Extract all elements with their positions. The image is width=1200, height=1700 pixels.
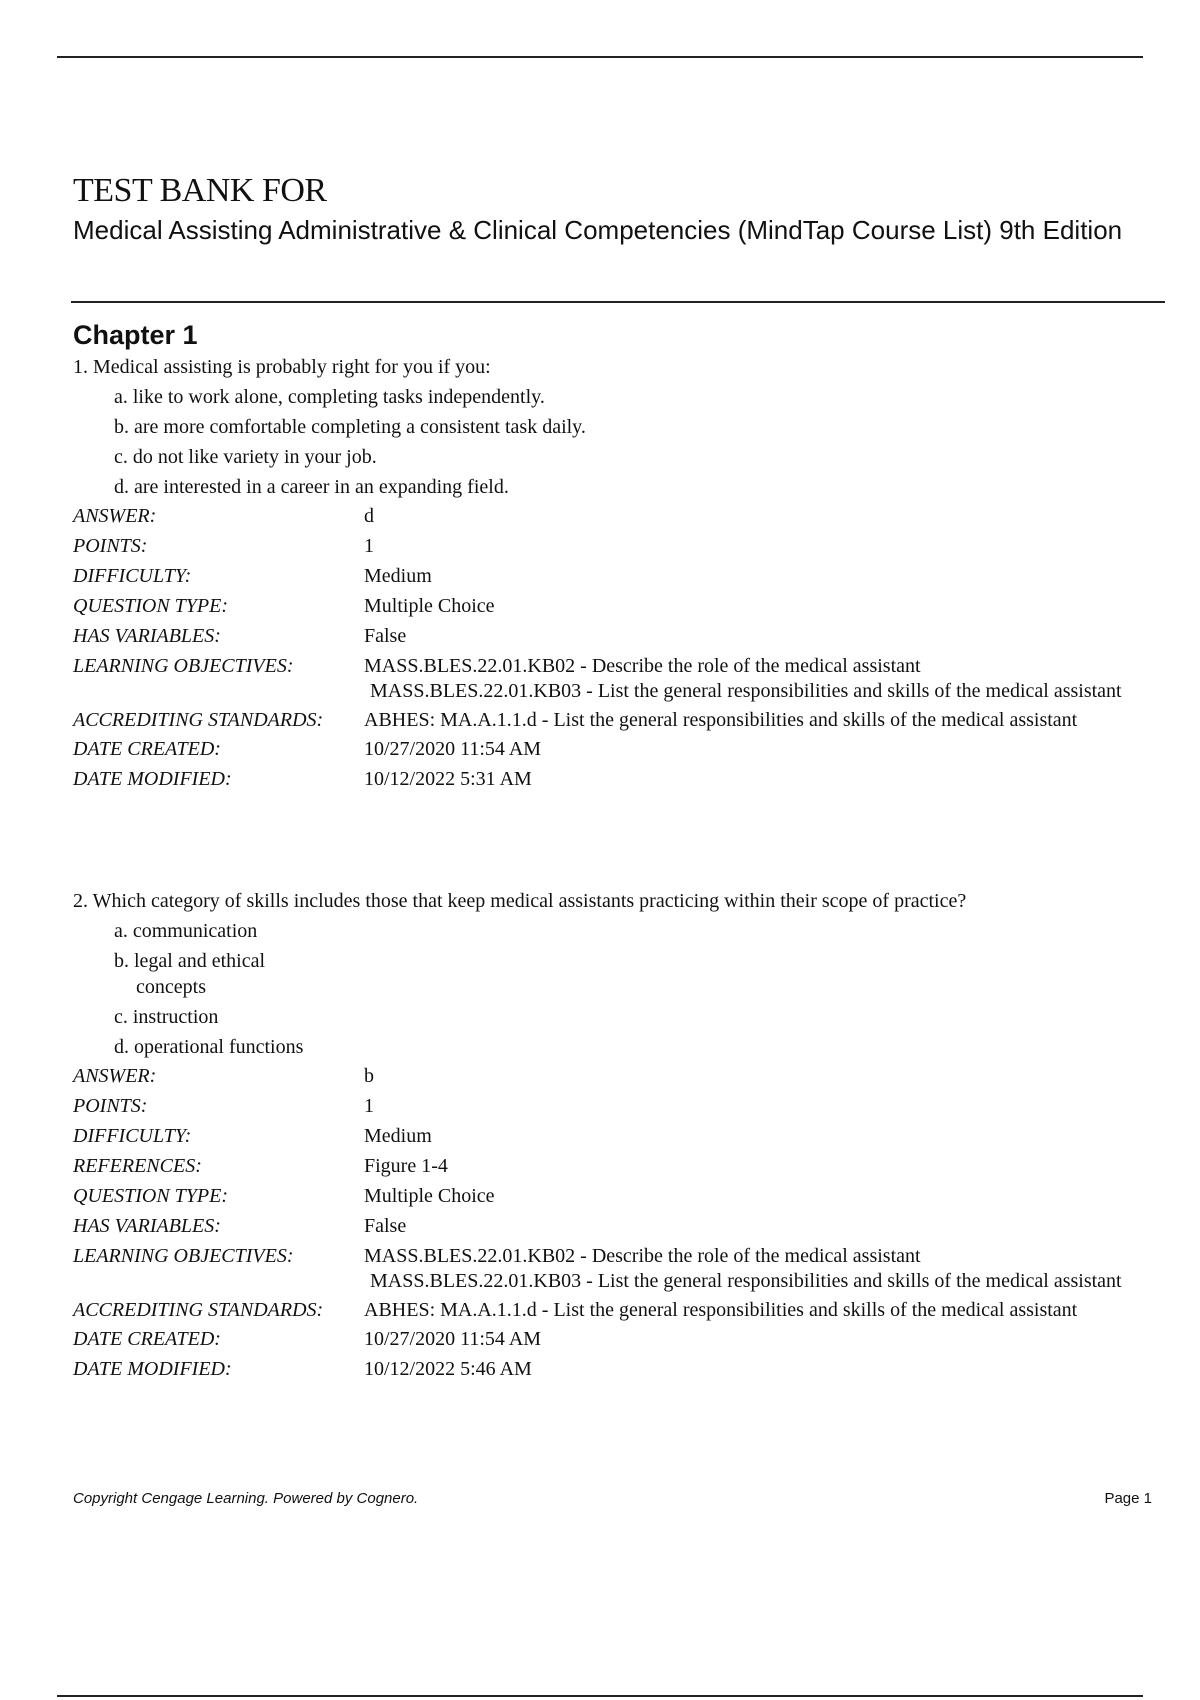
title-rule <box>71 301 1165 303</box>
meta-row-references <box>73 1154 1163 1179</box>
meta-value <box>364 1244 1163 1294</box>
meta-value: 10/12/2022 5:46 AM <box>364 1358 532 1380</box>
meta-value: Multiple Choice <box>364 595 495 617</box>
meta-value <box>364 654 1163 704</box>
meta-key: REFERENCES: <box>73 1155 202 1177</box>
option-d: d. are interested in a career in an expanding field. <box>114 476 509 498</box>
meta-value: 1 <box>364 535 374 557</box>
meta-key: POINTS: <box>73 535 148 557</box>
meta-value: 10/12/2022 5:31 AM <box>364 768 532 790</box>
meta-row-points <box>73 1094 1163 1119</box>
meta-value: Figure 1-4 <box>364 1155 448 1177</box>
meta-value: 1 <box>364 1095 374 1117</box>
document-title: TEST BANK FOR <box>73 172 327 209</box>
meta-row-question-type <box>73 1184 1163 1209</box>
meta-value: Medium <box>364 1125 432 1147</box>
option-c: c. do not like variety in your job. <box>114 446 377 468</box>
top-rule <box>57 56 1143 58</box>
objective-1: MASS.BLES.22.01.KB02 - Describe the role of the medical assistant <box>364 1245 921 1267</box>
meta-key: ANSWER: <box>73 1065 157 1087</box>
meta-value: False <box>364 625 407 647</box>
meta-key: POINTS: <box>73 1095 148 1117</box>
meta-key: DATE CREATED: <box>73 738 221 760</box>
question-2 <box>73 888 1163 1387</box>
meta-row-difficulty <box>73 564 1163 589</box>
meta-row-date-created <box>73 1327 1163 1352</box>
chapter-heading: Chapter 1 <box>73 320 198 350</box>
meta-key: DATE MODIFIED: <box>73 768 232 790</box>
meta-key: LEARNING OBJECTIVES: <box>73 655 294 677</box>
meta-row-has-variables <box>73 624 1163 649</box>
meta-row-has-variables <box>73 1214 1163 1239</box>
meta-value: Multiple Choice <box>364 1185 495 1207</box>
meta-row-learning-objectives <box>73 654 1163 704</box>
meta-row-question-type <box>73 594 1163 619</box>
option-b: b. legal and ethical concepts <box>114 950 266 998</box>
option-a: a. like to work alone, completing tasks independently. <box>114 386 545 408</box>
meta-value: False <box>364 1215 407 1237</box>
footer-copyright: Copyright Cengage Learning. Powered by Cognero. <box>73 1490 419 1507</box>
question-stem: 2. Which category of skills includes those that keep medical assistants practicing within their scope of practice? <box>73 890 967 912</box>
objective-2: MASS.BLES.22.01.KB03 - List the general responsibilities and skills of the medical assistant <box>370 680 1122 702</box>
meta-key: DATE CREATED: <box>73 1328 221 1350</box>
meta-value: d <box>364 505 374 527</box>
meta-row-answer <box>73 504 1163 529</box>
question-metadata <box>73 1064 1163 1382</box>
meta-key: QUESTION TYPE: <box>73 1185 229 1207</box>
option-a: a. communication <box>114 920 258 942</box>
meta-row-answer <box>73 1064 1163 1089</box>
meta-key: DATE MODIFIED: <box>73 1358 232 1380</box>
meta-row-date-modified <box>73 767 1163 792</box>
meta-row-points <box>73 534 1163 559</box>
meta-value: 10/27/2020 11:54 AM <box>364 1328 542 1350</box>
meta-key: HAS VARIABLES: <box>73 1215 221 1237</box>
meta-key: QUESTION TYPE: <box>73 595 229 617</box>
objective-2: MASS.BLES.22.01.KB03 - List the general responsibilities and skills of the medical assistant <box>370 1270 1122 1292</box>
meta-key: DIFFICULTY: <box>73 565 192 587</box>
meta-row-difficulty <box>73 1124 1163 1149</box>
meta-key: DIFFICULTY: <box>73 1125 192 1147</box>
meta-value: b <box>364 1065 374 1087</box>
meta-key: ACCREDITING STANDARDS: <box>73 709 324 731</box>
document-subtitle: Medical Assisting Administrative & Clinical Competencies (MindTap Course List) 9th Edition <box>73 215 1123 245</box>
meta-row-date-modified <box>73 1357 1163 1382</box>
meta-value: 10/27/2020 11:54 AM <box>364 738 542 760</box>
meta-key: HAS VARIABLES: <box>73 625 221 647</box>
objective-1: MASS.BLES.22.01.KB02 - Describe the role of the medical assistant <box>364 655 921 677</box>
option-b: b. are more comfortable completing a consistent task daily. <box>114 416 586 438</box>
footer-page-number: Page 1 <box>1104 1490 1152 1507</box>
option-c: c. instruction <box>114 1006 219 1028</box>
bottom-rule <box>57 1695 1143 1697</box>
meta-key: LEARNING OBJECTIVES: <box>73 1245 294 1267</box>
meta-value: ABHES: MA.A.1.1.d - List the general responsibilities and skills of the medical assistant <box>364 1299 1078 1321</box>
question-metadata <box>73 504 1163 792</box>
meta-key: ANSWER: <box>73 505 157 527</box>
meta-value: Medium <box>364 565 432 587</box>
meta-row-date-created <box>73 737 1163 762</box>
meta-key: ACCREDITING STANDARDS: <box>73 1299 324 1321</box>
meta-row-accrediting-standards <box>73 1298 1163 1323</box>
meta-row-accrediting-standards <box>73 708 1163 733</box>
option-d: d. operational functions <box>114 1036 304 1058</box>
question-1 <box>73 354 1163 797</box>
meta-row-learning-objectives <box>73 1244 1163 1294</box>
question-stem: 1. Medical assisting is probably right for you if you: <box>73 356 491 378</box>
meta-value: ABHES: MA.A.1.1.d - List the general responsibilities and skills of the medical assistant <box>364 709 1078 731</box>
